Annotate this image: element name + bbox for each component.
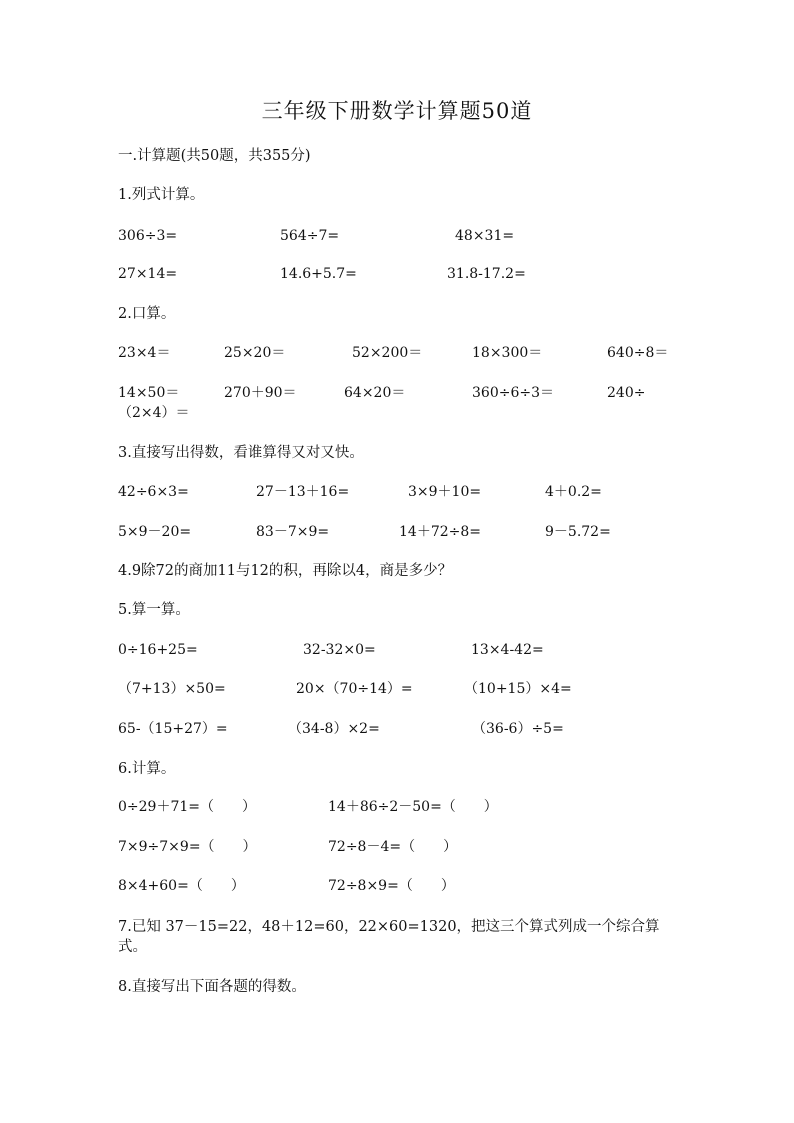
q2-expr: 360÷6÷3＝ [472, 385, 554, 401]
q2-expr-wrap: （2×4）＝ [118, 405, 190, 421]
q6-expr: 14＋86÷2－50=（ ） [328, 799, 498, 815]
q1-expr: 306÷3= [118, 228, 178, 244]
q5-expr: 20×（70÷14）= [296, 681, 413, 697]
q6-expr: 8×4+60=（ ） [118, 878, 245, 894]
q5-expr: （36-6）÷5= [472, 721, 564, 737]
q5-expr: 13×4-42= [471, 642, 544, 658]
q2-expr: 64×20＝ [344, 385, 406, 401]
q3-expr: 83－7×9= [256, 524, 330, 540]
q8-heading: 8.直接写出下面各题的得数。 [118, 979, 306, 995]
q2-expr: 14×50＝ [118, 385, 180, 401]
q3-expr: 9－5.72= [545, 524, 611, 540]
page-title: 三年级下册数学计算题50道 [261, 99, 533, 123]
q1-expr: 27×14= [118, 266, 178, 282]
q3-expr: 42÷6×3= [118, 484, 189, 500]
q6-heading: 6.计算。 [118, 761, 176, 777]
q2-expr: 640÷8＝ [607, 345, 669, 361]
q4-heading: 4.9除72的商加11与12的积，再除以4，商是多少？ [118, 563, 453, 579]
q1-heading: 1.列式计算。 [118, 187, 205, 203]
q3-heading: 3.直接写出得数，看谁算得又对又快。 [118, 445, 364, 461]
q1-expr: 31.8-17.2= [447, 266, 526, 282]
q2-expr: 270＋90＝ [224, 385, 297, 401]
q3-expr: 4＋0.2= [545, 484, 602, 500]
q2-expr: 52×200＝ [352, 345, 423, 361]
q5-expr: （10+15）×4= [464, 681, 572, 697]
q1-expr: 48×31= [455, 228, 515, 244]
q2-expr: 18×300＝ [472, 345, 543, 361]
q5-expr: （34-8）×2= [288, 721, 380, 737]
q2-expr: 23×4＝ [118, 345, 171, 361]
q3-expr: 14＋72÷8= [399, 524, 481, 540]
q6-expr: 72÷8×9=（ ） [328, 878, 455, 894]
q3-expr: 3×9＋10= [408, 484, 482, 500]
q6-expr: 72÷8－4=（ ） [328, 839, 458, 855]
q1-expr: 14.6+5.7= [280, 266, 357, 282]
q5-expr: 32-32×0= [303, 642, 376, 658]
q5-expr: （7+13）×50= [118, 681, 226, 697]
q5-expr: 0÷16+25= [118, 642, 198, 658]
section-heading: 一.计算题(共50题，共355分) [118, 148, 311, 164]
q6-expr: 7×9÷7×9=（ ） [118, 839, 257, 855]
q2-expr: 25×20＝ [224, 345, 286, 361]
q2-heading: 2.口算。 [118, 306, 176, 322]
q7-heading: 7.已知 37－15=22，48＋12=60，22×60=1320，把这三个算式列成一个综合算式。 [118, 919, 660, 955]
q6-expr: 0÷29＋71=（ ） [118, 799, 256, 815]
q5-heading: 5.算一算。 [118, 602, 190, 618]
q1-expr: 564÷7= [280, 228, 340, 244]
q3-expr: 5×9－20= [118, 524, 192, 540]
q3-expr: 27－13＋16= [256, 484, 350, 500]
q2-expr: 240÷ [607, 385, 646, 401]
q5-expr: 65-（15+27）= [118, 721, 228, 737]
